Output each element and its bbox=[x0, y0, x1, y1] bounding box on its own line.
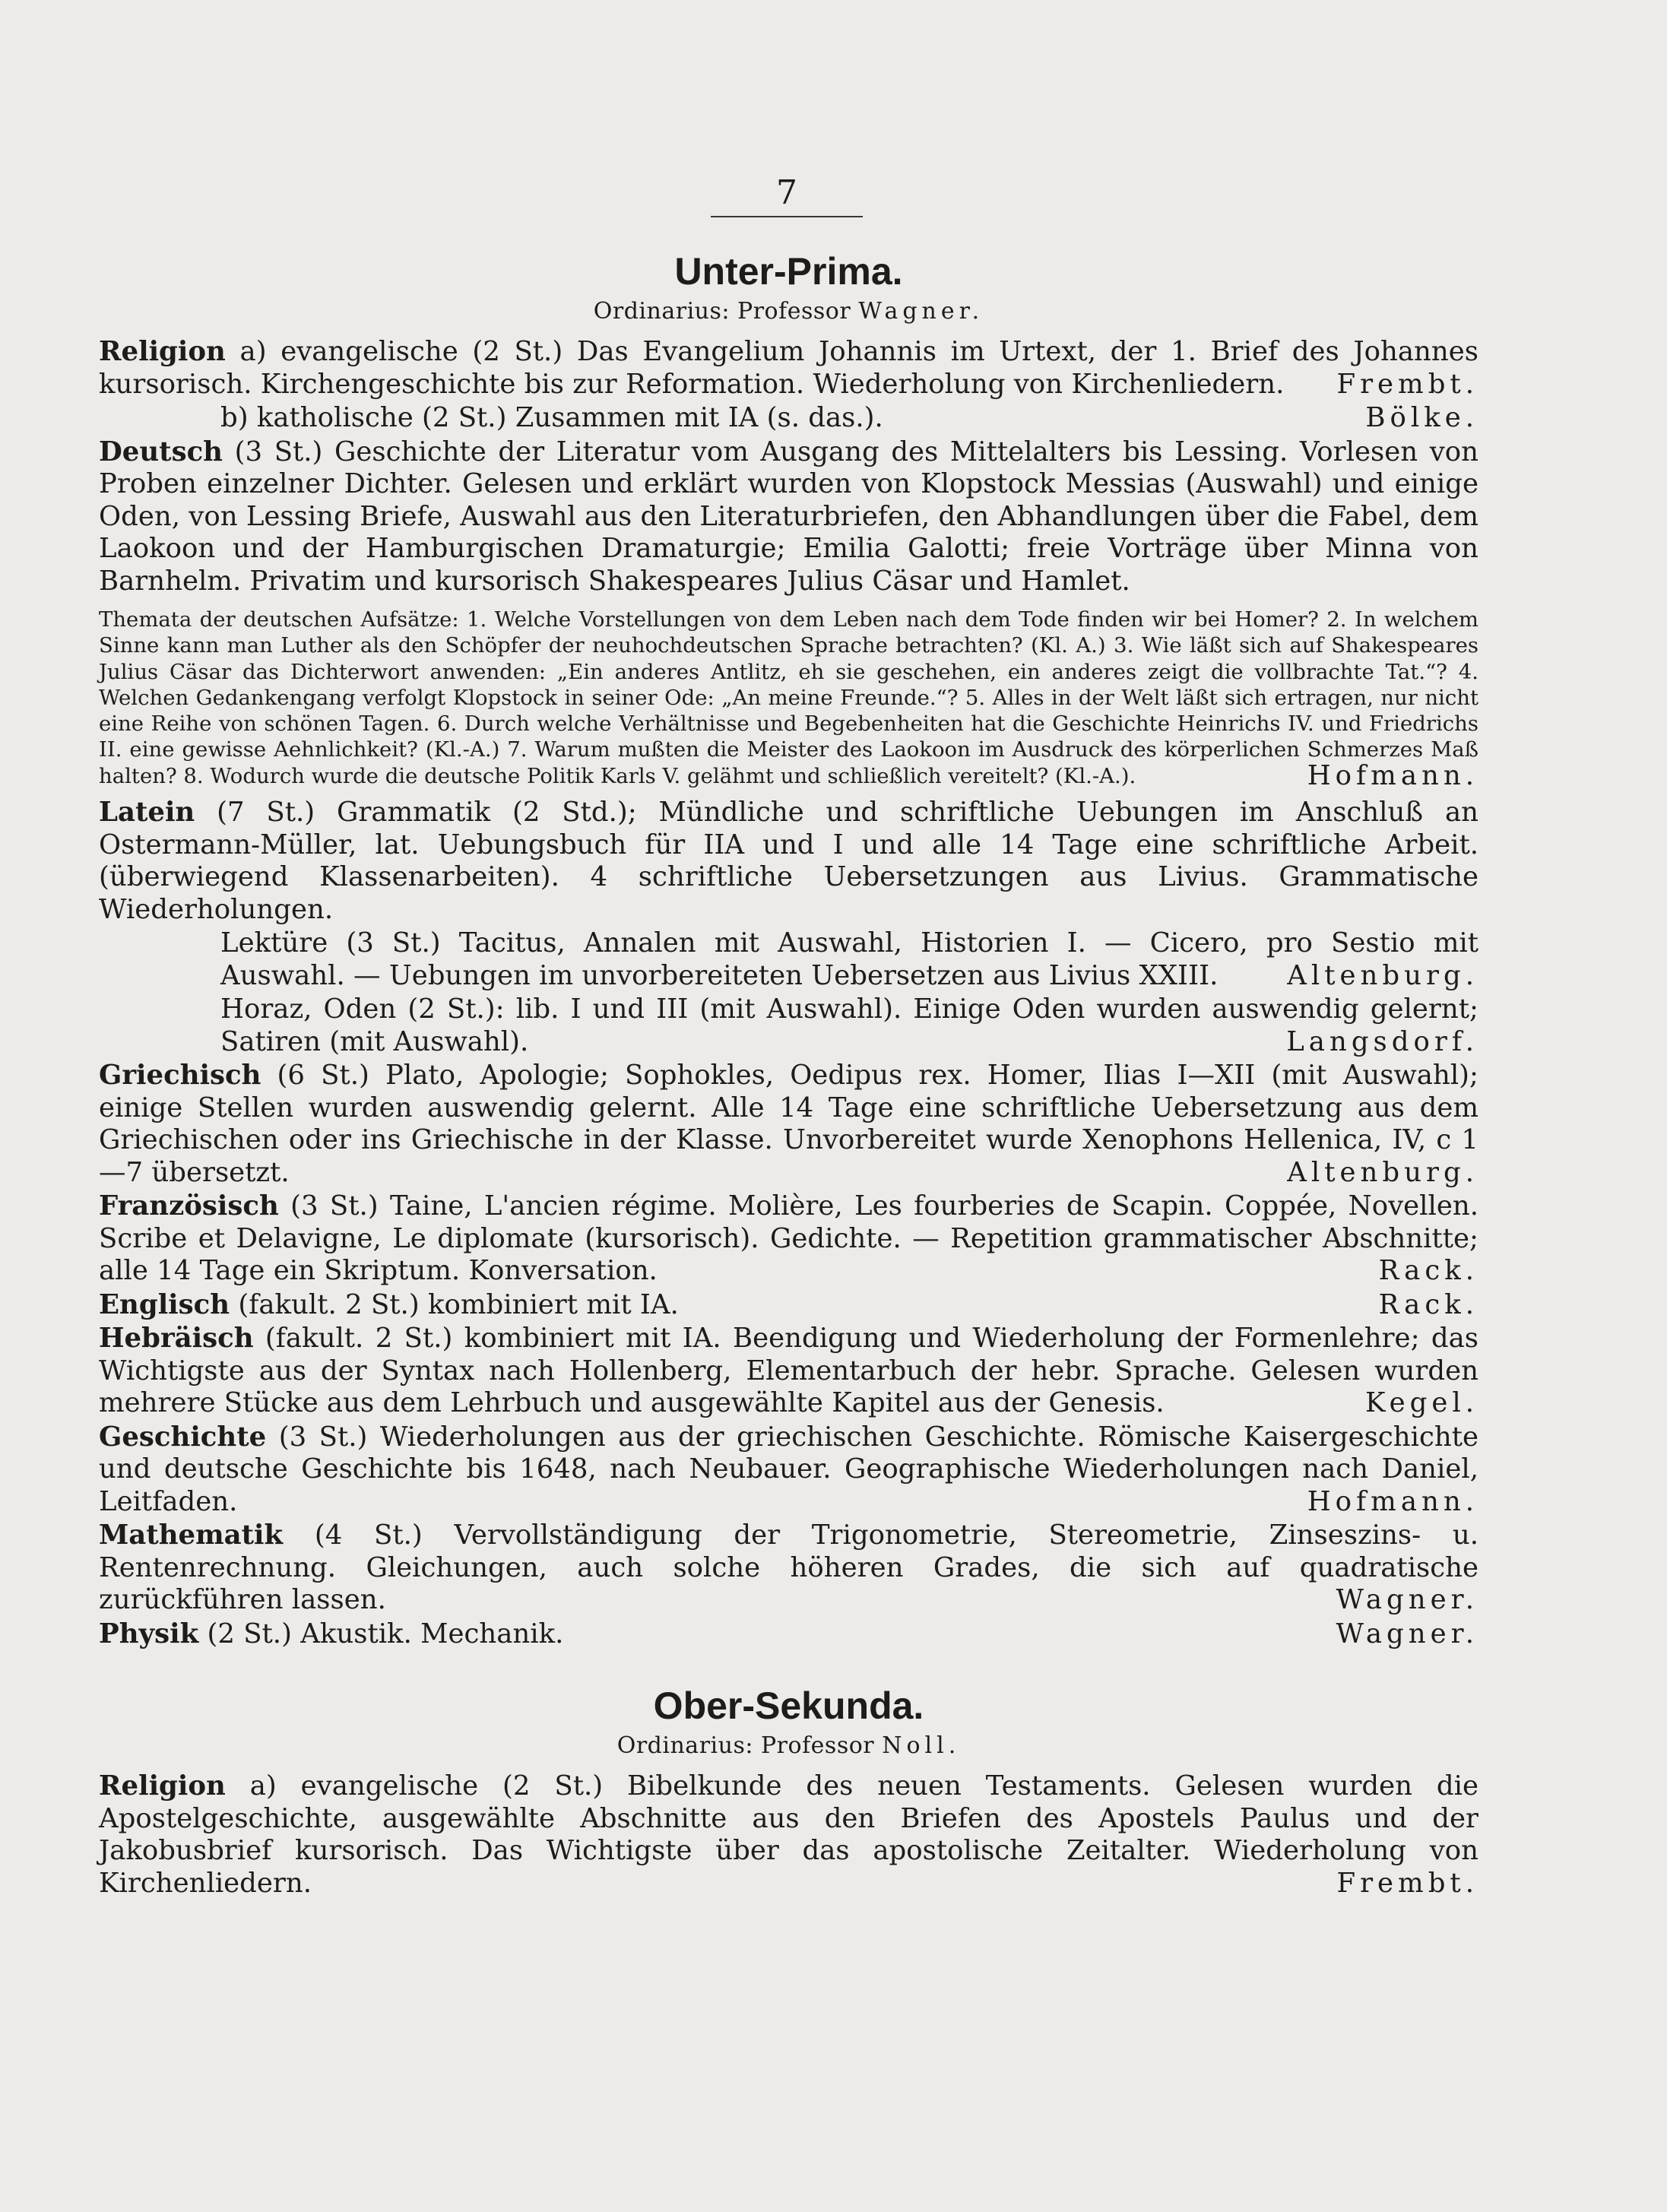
subject-physik: Physik bbox=[99, 1618, 199, 1649]
section-gap bbox=[99, 1652, 1478, 1682]
teacher-mathematik: Wagner. bbox=[1336, 1584, 1478, 1616]
entry-franzoesisch bbox=[99, 1190, 1478, 1288]
englisch-text: (fakult. 2 St.) kombiniert mit IA. bbox=[230, 1288, 679, 1320]
deutsch-themes bbox=[99, 607, 1478, 789]
subject-griechisch: Griechisch bbox=[99, 1060, 261, 1092]
entry-deutsch bbox=[99, 436, 1478, 598]
mathematik-text: (4 St.) Vervollständigung der Trigonometrie, Stereometrie, Zinseszins- u. Rentenrechnung. Gleichungen, auch solche höheren Grades, die sich auf quadratische zurückführen lassen. bbox=[99, 1520, 1478, 1616]
entry-religion-b bbox=[99, 402, 1478, 435]
subject-latein: Latein bbox=[99, 797, 195, 829]
entry-latein-horaz bbox=[99, 993, 1478, 1058]
teacher-religion-b: Bölke. bbox=[1365, 402, 1478, 433]
ordinarius-label: Ordinarius: Professor bbox=[593, 298, 851, 325]
entry-geschichte bbox=[99, 1421, 1478, 1519]
latein-lekture: Lektüre (3 St.) Tacitus, Annalen mit Auswahl, Historien I. — Cicero, pro Sestio mit Auswahl. — Uebungen im unvorbereiteten Uebersetzen aus Livius XXIII. bbox=[220, 927, 1478, 991]
entry-griechisch bbox=[99, 1060, 1478, 1189]
entry-religion bbox=[99, 336, 1478, 401]
entry-englisch bbox=[99, 1289, 1478, 1322]
teacher-physik: Wagner. bbox=[1336, 1618, 1478, 1649]
physik-text: (2 St.) Akustik. Mechanik. bbox=[198, 1618, 564, 1649]
entry-mathematik bbox=[99, 1520, 1478, 1617]
entry-latein bbox=[99, 797, 1478, 926]
latein-horaz: Horaz, Oden (2 St.): lib. I und III (mit Auswahl). Einige Oden wurden auswendig gelernt; Satiren (mit Auswahl). bbox=[220, 993, 1478, 1057]
teacher-religion-a: Frembt. bbox=[1336, 368, 1478, 400]
teacher-englisch: Rack. bbox=[1378, 1288, 1478, 1320]
religion-text-b: b) katholische (2 St.) Zusammen mit IA (s. das.). bbox=[220, 402, 883, 433]
ordinarius-line bbox=[99, 295, 1478, 328]
teacher-franzoesisch: Rack. bbox=[1378, 1255, 1478, 1287]
page-body bbox=[99, 248, 1478, 1901]
ordinarius-name-ober-sekunda: Noll. bbox=[882, 1732, 961, 1760]
latein-text: (7 St.) Grammatik (2 Std.); Mündliche und schriftliche Uebungen im Anschluß an Ostermann-Müller, lat. Uebungsbuch für IIA und I und alle 14 Tage eine schriftliche Arbeit. (überwiegend Klassenarbeiten). 4 schriftliche Uebersetzungen aus Livius. Grammatische Wiederholungen. bbox=[99, 797, 1478, 925]
entry-latein-lekture bbox=[99, 927, 1478, 992]
teacher-religion-ober-sekunda: Frembt. bbox=[1336, 1867, 1478, 1899]
section-heading-ober-sekunda: Ober-Sekunda. bbox=[653, 1684, 924, 1728]
franzoesisch-text: (3 St.) Taine, L'ancien régime. Molière, Les fourberies de Scapin. Coppée, Novellen. Scribe et Delavigne, Le diplomate (kursorisch). Gedichte. — Repetition grammatischer Abschnitte; alle 14 Tage ein Skriptum. Konversation. bbox=[99, 1190, 1478, 1287]
teacher-geschichte: Hofmann. bbox=[1307, 1485, 1478, 1517]
page-number-rule bbox=[711, 216, 863, 217]
ordinarius-name: Wagner. bbox=[858, 298, 984, 325]
subject-englisch: Englisch bbox=[99, 1288, 230, 1320]
entry-hebraeisch bbox=[99, 1323, 1478, 1420]
hebraeisch-text: (fakult. 2 St.) kombiniert mit IA. Beendigung und Wiederholung der Formenlehre; das Wichtigste aus der Syntax nach Hollenberg, Elementarbuch der hebr. Sprache. Gelesen wurden mehrere Stücke aus dem Lehrbuch und ausgewählte Kapitel aus der Genesis. bbox=[99, 1323, 1478, 1419]
religion-text-ober-sekunda: a) evangelische (2 St.) Bibelkunde des neuen Testaments. Gelesen wurden die Apostelgeschichte, ausgewählte Abschnitte aus den Briefen des Apostels Paulus und der Jakobusbrief kursorisch. Das Wichtigste über das apostolische Zeitalter. Wiederholung von Kirchenliedern. bbox=[99, 1770, 1478, 1899]
subject-religion: Religion bbox=[99, 336, 226, 367]
subject-religion-ober-sekunda: Religion bbox=[99, 1770, 226, 1802]
teacher-latein-horaz: Langsdorf. bbox=[1286, 1025, 1478, 1057]
page-number: 7 bbox=[776, 173, 797, 212]
teacher-latein-lekture: Altenburg. bbox=[1287, 959, 1478, 991]
ordinarius-label-ober-sekunda: Ordinarius: Professor bbox=[616, 1732, 875, 1760]
religion-text-a: a) evangelische (2 St.) Das Evangelium Johannis im Urtext, der 1. Brief des Johannes kursorisch. Kirchengeschichte bis zur Reformation. Wiederholung von Kirchenliedern. bbox=[99, 336, 1478, 400]
ordinarius-line-ober-sekunda bbox=[99, 1729, 1478, 1763]
subject-geschichte: Geschichte bbox=[99, 1421, 267, 1453]
subject-hebraeisch: Hebräisch bbox=[99, 1323, 254, 1355]
deutsch-text: (3 St.) Geschichte der Literatur vom Ausgang des Mittelalters bis Lessing. Vorlesen von Proben einzelner Dichter. Gelesen und erklärt wurden von Klopstock Messias (Auswahl) und einige Oden, von Lessing Briefe, Auswahl aus den Literaturbriefen, den Abhandlungen über die Fabel, dem Laokoon und der Hamburgischen Dramaturgie; Emilia Galotti; freie Vorträge über Minna von Barnhelm. Privatim und kursorisch Shakespeares Julius Cäsar und Hamlet. bbox=[99, 436, 1478, 597]
subject-deutsch: Deutsch bbox=[99, 436, 223, 467]
section-heading-unter-prima: Unter-Prima. bbox=[674, 250, 903, 293]
entry-physik bbox=[99, 1618, 1478, 1651]
teacher-griechisch: Altenburg. bbox=[1287, 1156, 1478, 1188]
deutsch-themes-text: Themata der deutschen Aufsätze: 1. Welche Vorstellungen von dem Leben nach dem Tode finden wir bei Homer? 2. In welchem Sinne kann man Luther als den Schöpfer der neuhochdeutschen Sprache betrachten? (Kl. A.) 3. Wie läßt sich auf Shakespeares Julius Cäsar das Dichterwort anwenden: „Ein anderes Antlitz, eh sie geschehen, ein anderes zeigt die vollbrachte Tat.“? 4. Welchen Gedankengang verfolgt Klopstock in seiner Ode: „An meine Freunde.“? 5. Alles in der Welt läßt sich ertragen, nur nicht eine Reihe von schönen Tagen. 6. Durch welche Verhältnisse und Begebenheiten hat die Geschichte Heinrichs IV. und Friedrichs II. eine gewisse Aehnlichkeit? (Kl.-A.) 7. Warum mußten die Meister des Laokoon im Ausdruck des körperlichen Schmerzes Maß halten? 8. Wodurch wurde die deutsche Politik Karls V. gelähmt und schließlich vereitelt? (Kl.-A.). bbox=[99, 607, 1478, 788]
griechisch-text: (6 St.) Plato, Apologie; Sophokles, Oedipus rex. Homer, Ilias I—XII (mit Auswahl); einige Stellen wurden auswendig gelernt. Alle 14 Tage eine schriftliche Uebersetzung aus dem Griechischen oder ins Griechische in der Klasse. Unvorbereitet wurde Xenophons Hellenica, IV, c 1—7 übersetzt. bbox=[99, 1060, 1478, 1188]
entry-religion-ober-sekunda bbox=[99, 1770, 1478, 1900]
teacher-hebraeisch: Kegel. bbox=[1365, 1387, 1478, 1419]
geschichte-text: (3 St.) Wiederholungen aus der griechischen Geschichte. Römische Kaisergeschichte und deutsche Geschichte bis 1648, nach Neubauer. Geographische Wiederholungen nach Daniel, Leitfaden. bbox=[99, 1421, 1478, 1517]
subject-mathematik: Mathematik bbox=[99, 1520, 284, 1551]
subject-franzoesisch: Französisch bbox=[99, 1190, 279, 1222]
teacher-deutsch: Hofmann. bbox=[1307, 759, 1478, 791]
